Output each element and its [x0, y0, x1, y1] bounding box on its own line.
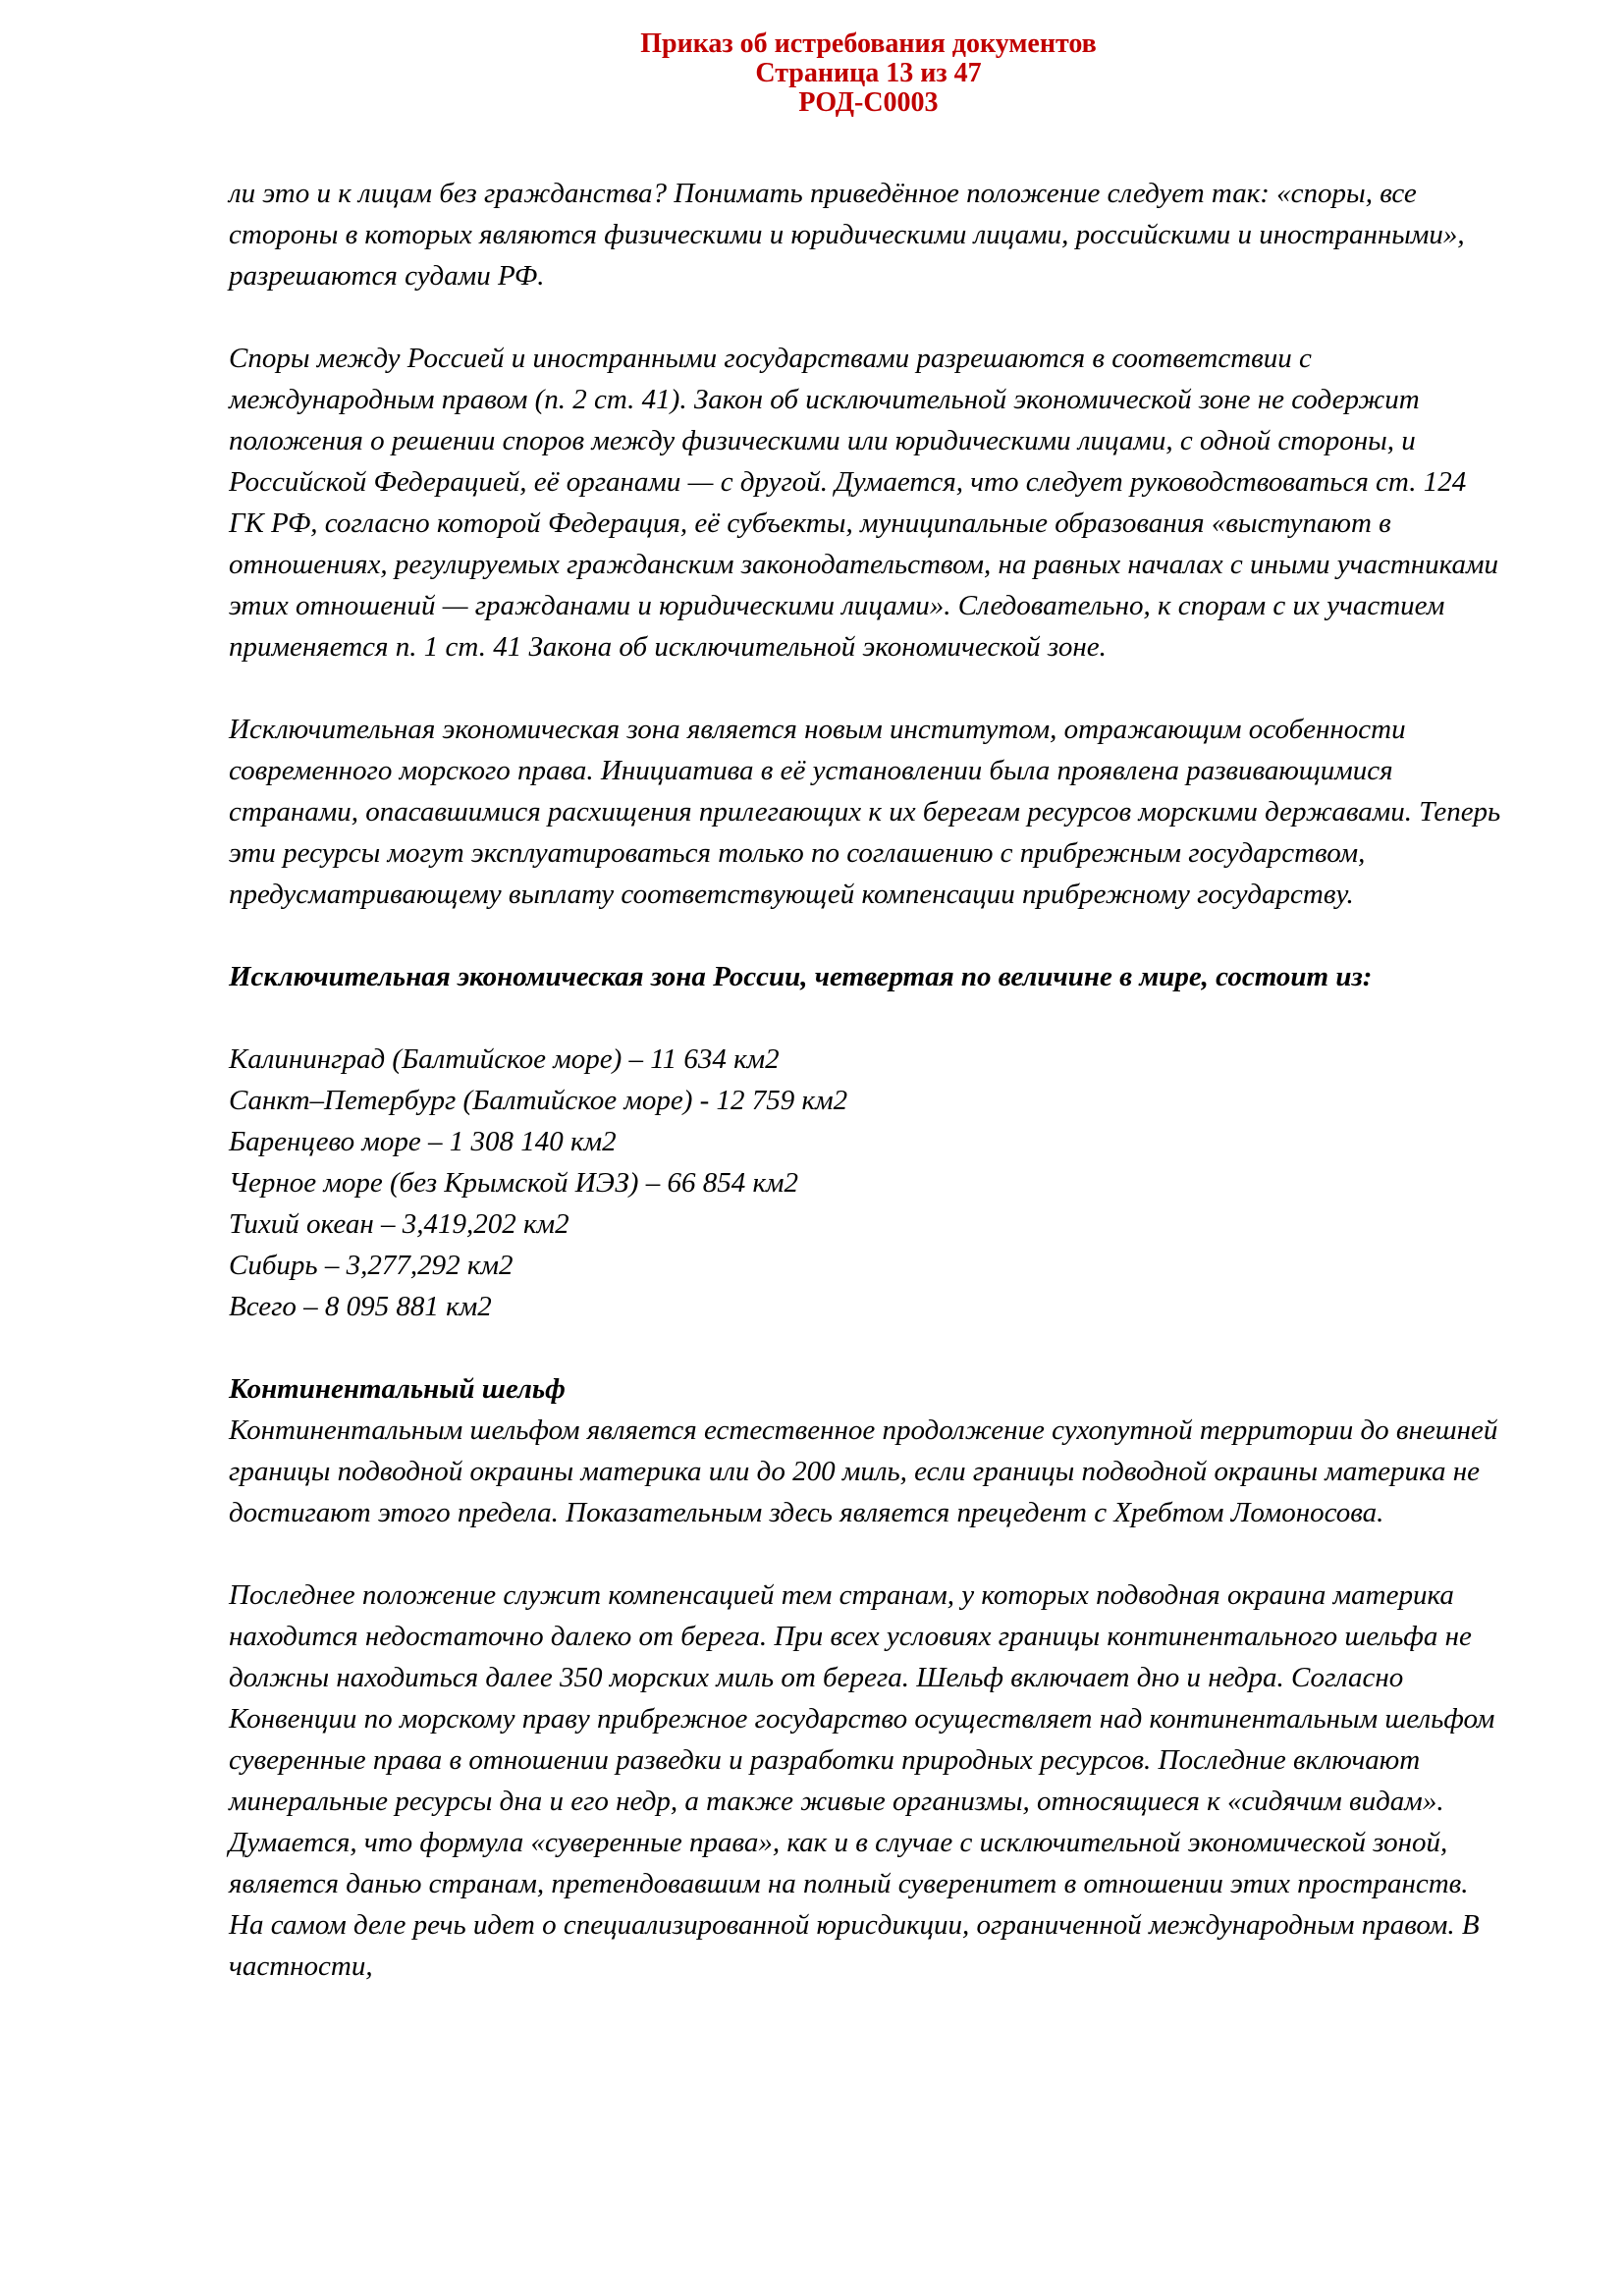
paragraph-shelf-rights: Последнее положение служит компенсацией тем странам, у которых подводная окраина материка находится недостаточно далеко от берега. При всех условиях границы континентального шельфа не должны находиться далее 350 морских миль от берега. Шельф включает дно и недра. Согласно Конвенции по морскому праву прибрежное государство осуществляет над континентальным шельфом суверенные права в отношении разведки и разработки природных ресурсов. Последние включают минеральные ресурсы дна и его недр, а также живые организмы, относящиеся к «сидячим видам». Думается, что формула «суверенные права», как и в случае с исключительной экономической зоной, является данью странам, претендовавшим на полный суверенитет в отношении этих пространств. На самом деле речь идет о специализированной юрисдикции, ограниченной международным правом. В частности,	[229, 1579, 1495, 1982]
eez-area-list	[229, 1039, 1508, 1327]
paragraph-eez-institute: Исключительная экономическая зона является новым институтом, отражающим особенности современного морского права. Инициатива в её установлении была проявлена развивающимися странами, опасавшимися расхищения прилегающих к их берегам ресурсов морскими державами. Теперь эти ресурсы могут эксплуатироваться только по соглашению с прибрежным государством, предусматривающему выплату соответствующей компенсации прибрежному государству.	[229, 714, 1501, 910]
list-item-total: Всего – 8 095 881 км2	[229, 1291, 492, 1322]
heading-continental-shelf: Континентальный шельф	[229, 1373, 566, 1405]
list-item-black-sea: Черное море (без Крымской ИЭЗ) – 66 854 км2	[229, 1167, 799, 1199]
header-doc-code: РОД-С0003	[798, 87, 939, 118]
list-item-pacific-ocean: Тихий океан – 3,419,202 км2	[229, 1208, 569, 1240]
paragraph-state-disputes: Споры между Россией и иностранными государствами разрешаются в соответствии с международным правом (п. 2 ст. 41). Закон об исключительной экономической зоне не содержит положения о решении споров между физическими или юридическими лицами, с одной стороны, и Российской Федерацией, её органами — с другой. Думается, что следует руководствоваться ст. 124 ГК РФ, согласно которой Федерация, её субъекты, муниципальные образования «выступают в отношениях, регулируемых гражданским законодательством, на равных началах с иными участниками этих отношений — гражданами и юридическими лицами». Следовательно, к спорам с их участием применяется п. 1 ст. 41 Закона об исключительной экономической зоне.	[229, 343, 1499, 663]
list-item-saint-petersburg: Санкт–Петербург (Балтийское море) - 12 759 км2	[229, 1085, 848, 1116]
list-item-barents-sea: Баренцево море – 1 308 140 км2	[229, 1126, 617, 1157]
continental-shelf-section	[229, 1368, 1508, 1533]
document-body	[229, 173, 1508, 1987]
paragraph-shelf-definition: Континентальным шельфом является естественное продолжение сухопутной территории до внешней границы подводной окраины материка или до 200 миль, если границы подводной окраины материка не достигают этого предела. Показательным здесь является прецедент с Хребтом Ломоносова.	[229, 1415, 1498, 1528]
heading-eez-composition: Исключительная экономическая зона России, четвертая по величине в мире, состоит из:	[229, 961, 1373, 992]
document-header	[229, 29, 1508, 118]
header-page-info: Страница 13 из 47	[755, 58, 982, 88]
list-item-kaliningrad: Калининград (Балтийское море) – 11 634 км2	[229, 1043, 780, 1075]
header-title: Приказ об истребования документов	[640, 28, 1097, 59]
paragraph-stateless-persons: ли это и к лицам без гражданства? Понимать приведённое положение следует так: «споры, все стороны в которых являются физическими и юридическими лицами, российскими и иностранными», разрешаются судами РФ.	[229, 178, 1465, 292]
list-item-siberia: Сибирь – 3,277,292 км2	[229, 1250, 514, 1281]
